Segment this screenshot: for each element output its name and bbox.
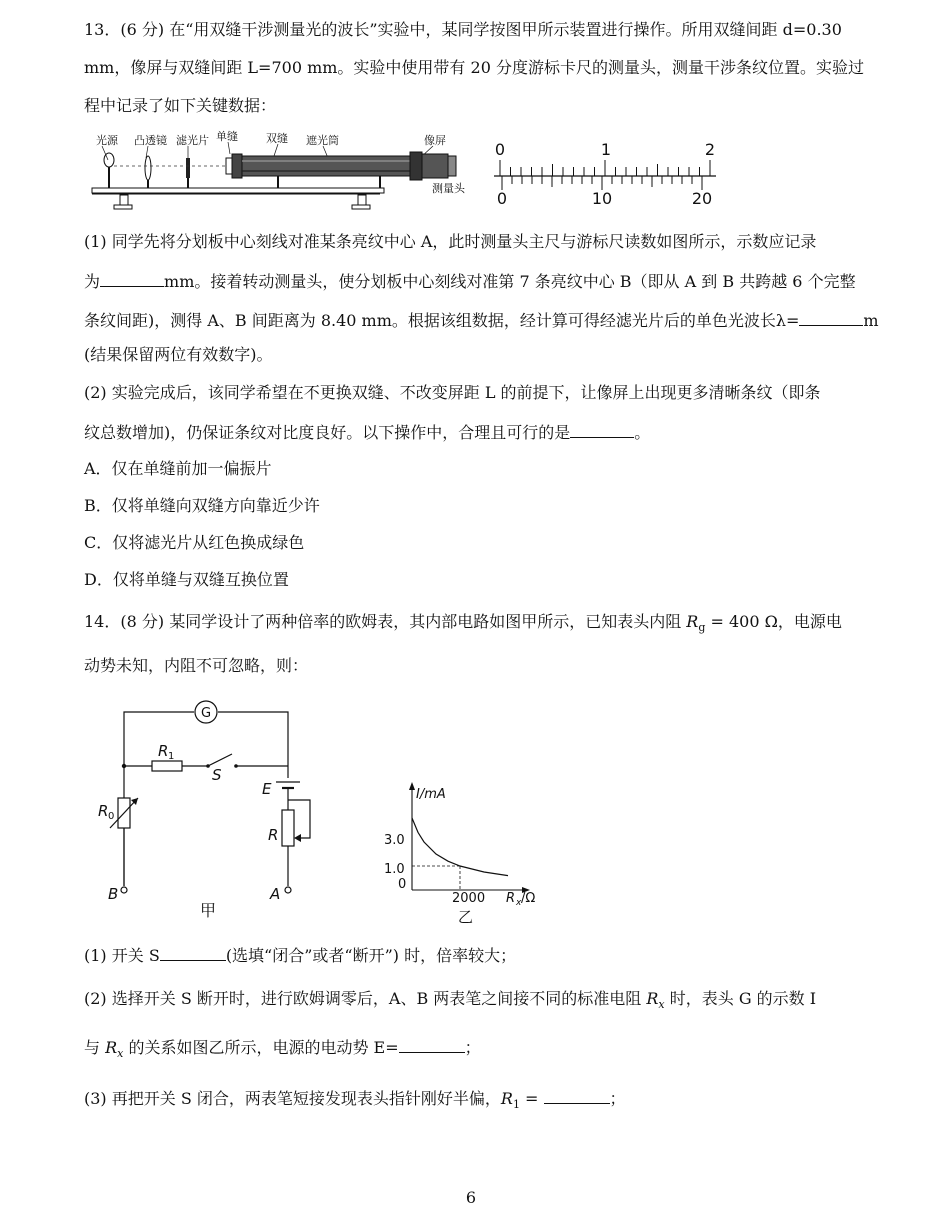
x-axis-label-r: R (506, 891, 516, 906)
rx-symbol-2: R (105, 1038, 118, 1057)
caption-jia: 甲 (200, 901, 217, 920)
answer-blank-switch[interactable] (160, 944, 226, 961)
label-terminal-a: A (270, 885, 281, 903)
label-measuring-head: 测量头 (432, 182, 465, 195)
current-resistance-graph (380, 778, 560, 926)
q13-part2-line-1: (2) 实验完成后，该同学希望在不更换双缝、不改变屏距 L 的前提下，让像屏上出现更多清晰条纹（即条 (84, 383, 821, 402)
q13-part1-line-1: (1) 同学先将分划板中心刻线对准某条亮纹中心 A，此时测量头主尺与游标尺读数如图所示，示数应记录 (84, 232, 817, 251)
rx-subscript-2: x (117, 1047, 124, 1060)
y-tick-0: 0 (398, 877, 407, 892)
main-scale-label-2: 2 (704, 140, 716, 159)
option-c[interactable]: C．仅将滤光片从红色换成绿色 (84, 533, 305, 552)
page-number: 6 (465, 1188, 477, 1207)
rheostat-r-icon (282, 810, 294, 846)
caption-yi: 乙 (458, 908, 474, 926)
resistor-r1-icon (152, 761, 182, 771)
q13-part1-text-c: 条纹间距)，测得 A、B 间距离为 8.40 mm。根据该组数据，经计算可得经滤光片后的单色光波长λ= (84, 311, 800, 330)
q13-part1-text-b: mm。接着转动测量头，使分划板中心刻线对准第 7 条亮纹中心 B（即从 A 到 B 共跨越 6 个完整 (164, 272, 856, 291)
main-scale-ticks (500, 160, 710, 176)
vernier-label-20: 20 (691, 189, 713, 208)
vernier-label-0: 0 (496, 189, 508, 208)
q13-part1-text-d: m (863, 311, 879, 330)
ohmmeter-circuit-diagram (96, 698, 336, 926)
r1-subscript: 1 (512, 1098, 520, 1111)
q14-sub1-text-b: (选填“闭合”或者“断开”) 时，倍率较大； (225, 946, 517, 965)
label-single-slit: 单缝 (216, 130, 238, 143)
label-screen: 像屏 (424, 134, 446, 147)
q14-text-b: = 400 Ω，电源电 (705, 612, 842, 631)
label-terminal-b: B (108, 885, 119, 903)
q13-line-2: mm，像屏与双缝间距 L=700 mm。实验中使用带有 20 分度游标卡尺的测量头，测量干涉条纹位置。实验过 (84, 58, 864, 77)
option-a[interactable]: A．仅在单缝前加一偏振片 (84, 459, 272, 478)
label-double-slit: 双缝 (266, 132, 288, 145)
q14-text-a: 14．(8 分) 某同学设计了两种倍率的欧姆表，其内部电路如图甲所示，已知表头内阻 (84, 612, 687, 631)
q13-line-3: 程中记录了如下关键数据： (84, 96, 277, 115)
rg-symbol: R (686, 612, 699, 631)
q13-part1-line-2 (84, 270, 856, 292)
main-scale-label-0: 0 (494, 140, 506, 159)
q14-sub2-text-a: (2) 选择开关 S 断开时，进行欧姆调零后，A、B 两表笔之间接不同的标准电阻 (84, 989, 647, 1008)
label-r1-sub: 1 (168, 751, 175, 762)
vernier-scale (488, 138, 720, 210)
label-r: R (268, 826, 279, 844)
answer-blank-choice[interactable] (570, 421, 634, 438)
label-lens: 凸透镜 (134, 134, 167, 147)
q14-sub2-text-b: 时，表头 G 的示数 I (664, 989, 817, 1008)
q13-part1-line-4: (结果保留两位有效数字)。 (84, 345, 273, 364)
q14-sub2-text-d: 的关系如图乙所示，电源的电动势 E= (123, 1038, 399, 1057)
q14-sub2-text-c: 与 (84, 1038, 106, 1057)
rx-symbol: R (646, 989, 659, 1008)
label-r1: R (158, 742, 169, 760)
label-g: G (201, 706, 212, 721)
vernier-label-10: 10 (591, 189, 613, 208)
answer-blank-r1[interactable] (544, 1087, 610, 1104)
q14-line-1 (84, 612, 842, 638)
q13-part2-text-a: 纹总数增加)，仍保证条纹对比度良好。以下操作中，合理且可行的是 (84, 423, 571, 442)
vernier-scale-ticks (502, 176, 702, 190)
q13-part1-text-a: 为 (84, 272, 101, 291)
q13-part1-line-3 (84, 309, 879, 331)
label-light-source: 光源 (96, 134, 118, 147)
x-axis-label-sub: x (516, 898, 522, 908)
q14-sub3 (84, 1087, 626, 1115)
label-tube: 遮光筒 (306, 134, 339, 147)
r1-symbol: R (500, 1089, 513, 1108)
y-axis-label: I/mA (416, 787, 446, 802)
q14-sub1-text-a: (1) 开关 S (84, 946, 160, 965)
terminal-a (285, 887, 291, 893)
q13-line-1: 13．(6 分) 在“用双缝干涉测量光的波长”实验中，某同学按图甲所示装置进行操作。所用双缝间距 d=0.30 (84, 20, 842, 39)
q13-part2-text-b: 。 (634, 423, 651, 442)
q14-sub3-text-b: = (519, 1089, 544, 1108)
main-scale-label-1: 1 (600, 140, 612, 159)
double-slit-apparatus-figure (88, 128, 478, 218)
answer-blank-emf[interactable] (399, 1036, 465, 1053)
label-filter: 滤光片 (176, 134, 209, 147)
x-tick-2000: 2000 (452, 891, 486, 906)
option-d[interactable]: D．仅将单缝与双缝互换位置 (84, 570, 289, 589)
option-b[interactable]: B．仅将单缝向双缝方向靠近少许 (84, 496, 320, 515)
label-e: E (262, 780, 272, 798)
q14-sub2-text-e: ； (464, 1038, 481, 1057)
q14-sub2 (84, 989, 816, 1015)
label-r0-sub: 0 (108, 811, 115, 822)
y-tick-1: 1.0 (384, 862, 405, 877)
q14-sub1 (84, 944, 516, 966)
terminal-b (121, 887, 127, 893)
y-tick-3: 3.0 (384, 833, 405, 848)
q14-sub3-text-a: (3) 再把开关 S 闭合，两表笔短接发现表头指针刚好半偏， (84, 1089, 501, 1108)
x-axis-label-unit: /Ω (521, 891, 536, 906)
rx-subscript: x (658, 998, 665, 1011)
label-r0: R (98, 802, 109, 820)
label-s: S (212, 766, 222, 784)
q14-sub2-cont (84, 1036, 481, 1064)
answer-blank-wavelength[interactable] (799, 309, 863, 326)
q13-part2-line-2 (84, 421, 650, 443)
answer-blank-reading[interactable] (100, 270, 164, 287)
rg-subscript: g (698, 621, 706, 634)
q14-line-2: 动势未知，内阻不可忽略，则： (84, 656, 309, 675)
q14-sub3-text-c: ； (609, 1089, 626, 1108)
